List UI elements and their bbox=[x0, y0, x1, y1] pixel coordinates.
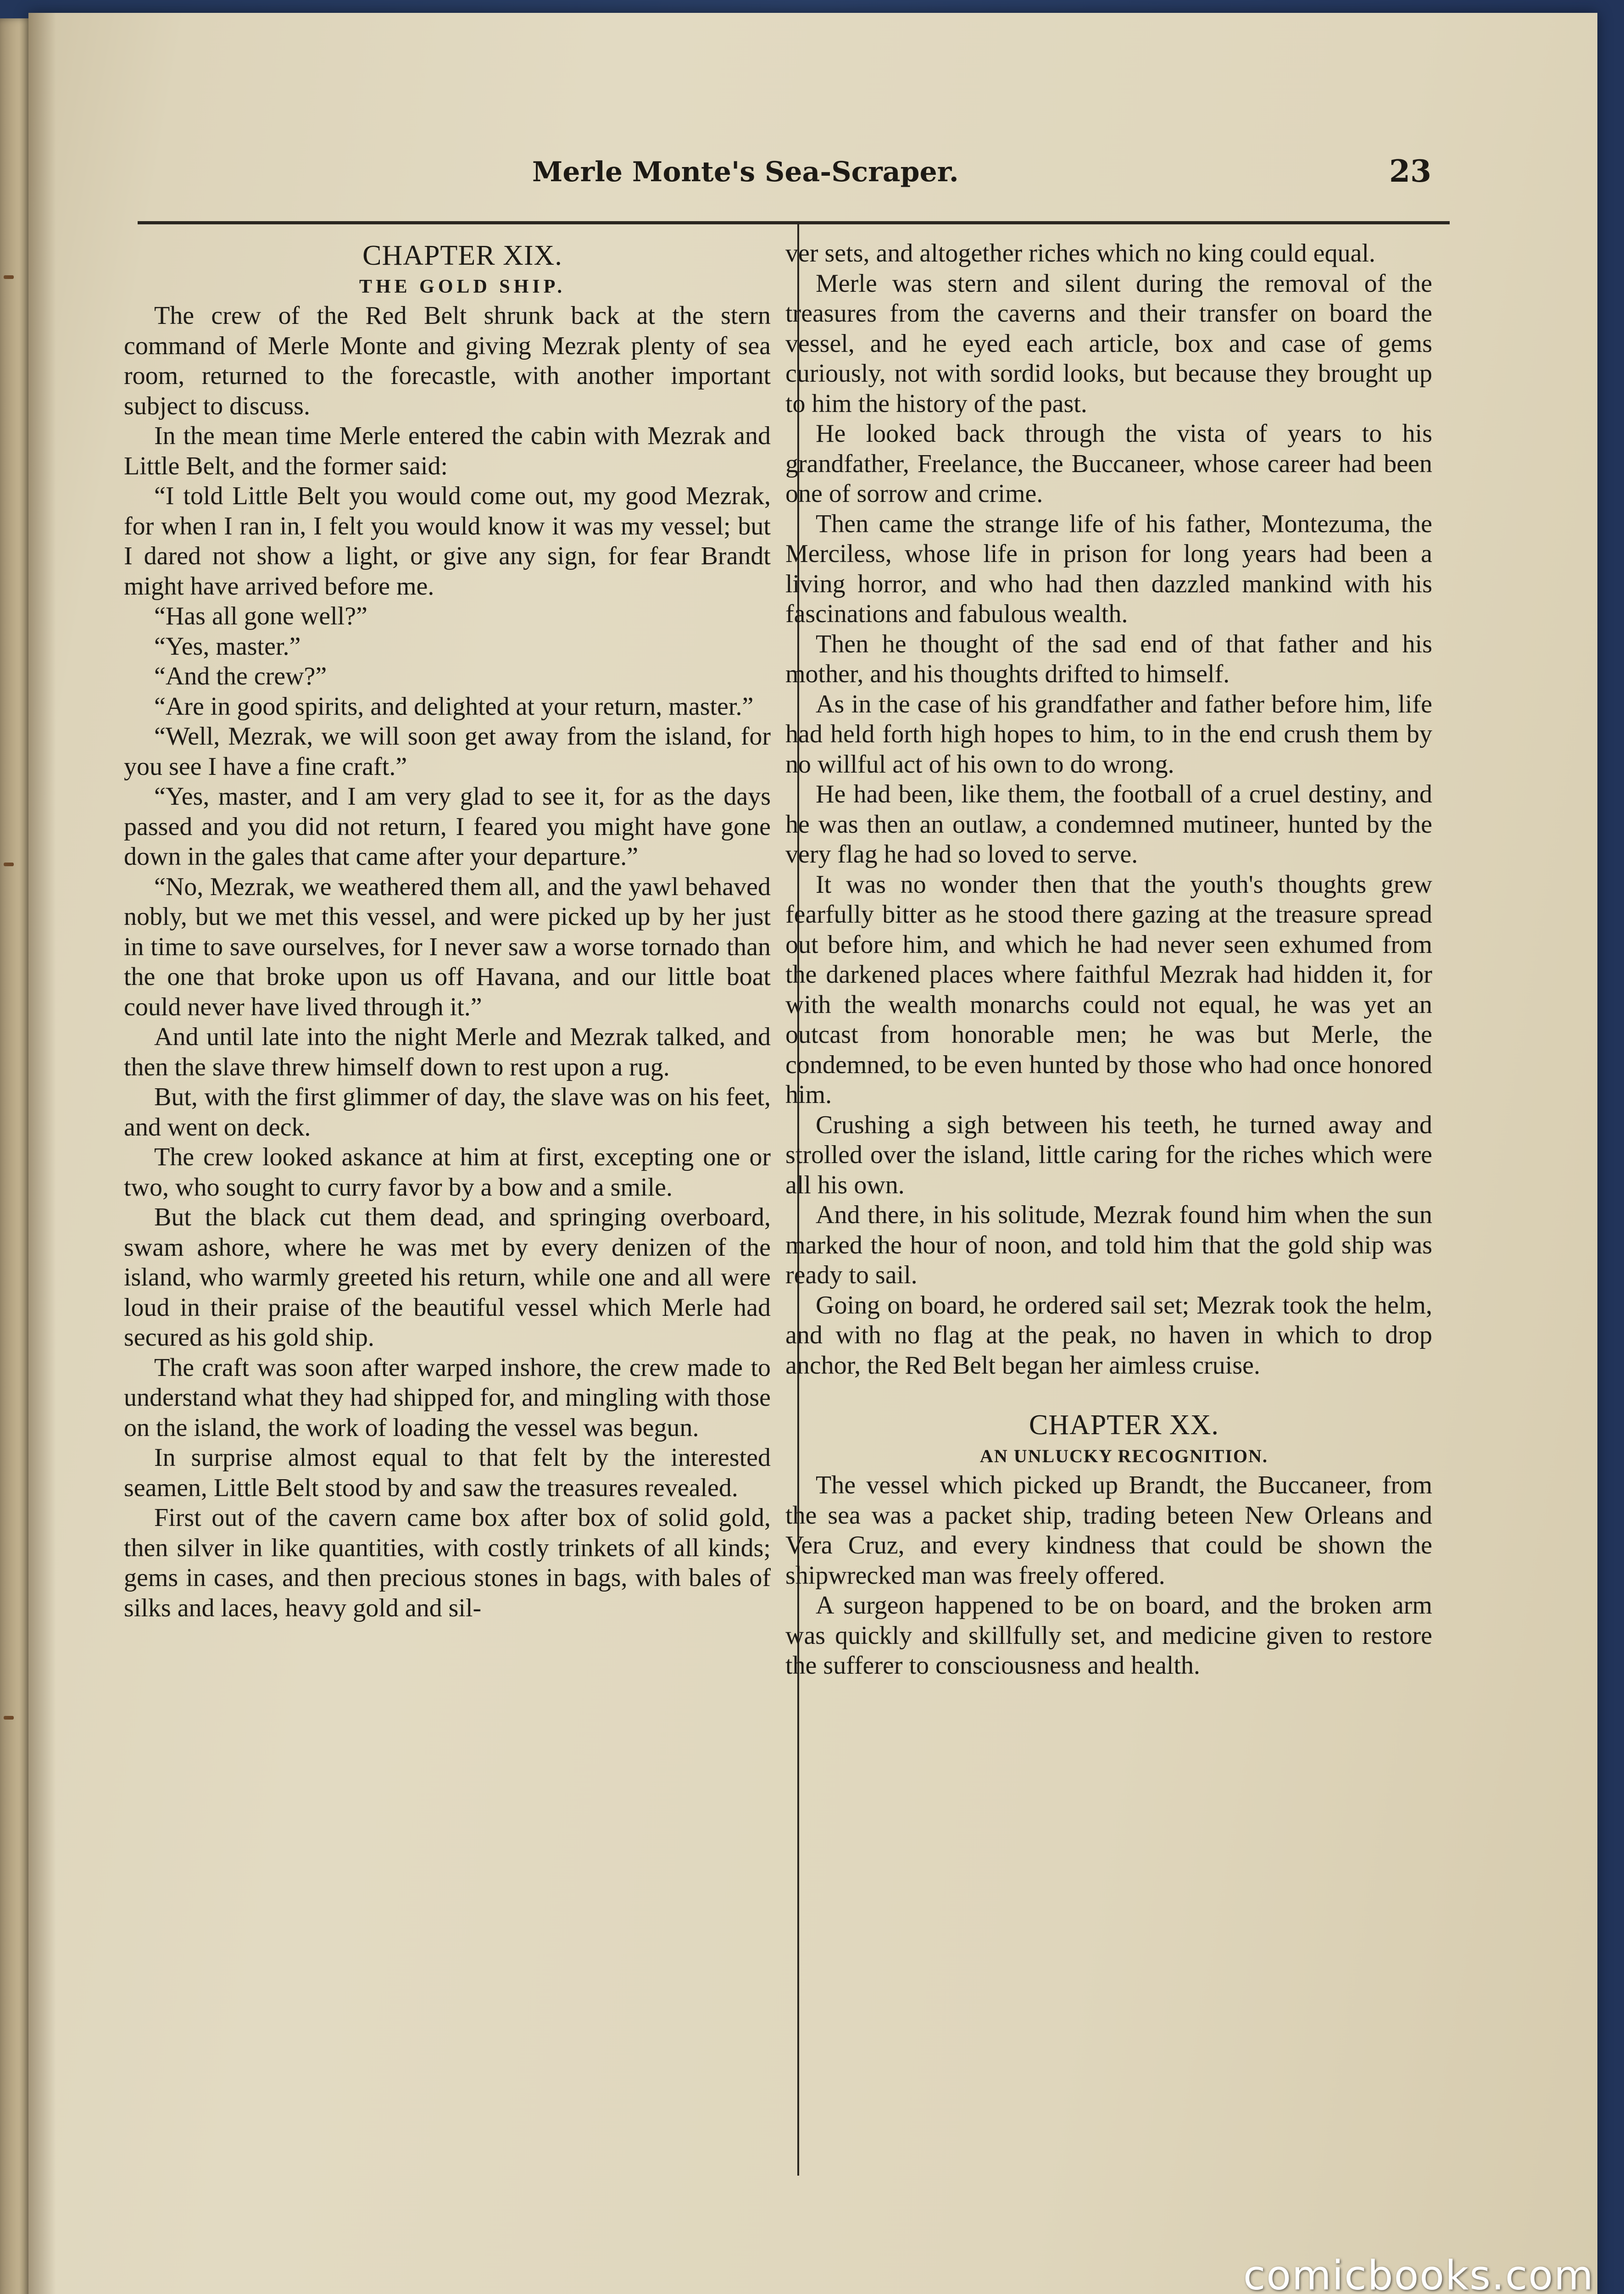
binding-spine bbox=[0, 18, 32, 2294]
staple bbox=[4, 863, 14, 866]
page-number: 23 bbox=[1389, 153, 1431, 189]
paragraph: The crew of the Red Belt shrunk back at the stern command of Merle Monte and giving Mezrak plenty of sea room, returned to the forecastle, with another important subject to discuss. bbox=[124, 301, 771, 420]
chapter-subtitle: AN UNLUCKY RECOGNITION. bbox=[980, 1446, 1268, 1466]
paragraph: “Are in good spirits, and delighted at your return, master.” bbox=[154, 692, 754, 721]
section-spacer bbox=[785, 1381, 1432, 1408]
paragraph: The crew looked askance at him at first, excepting one or two, who sought to curry favor by a bow and a smile. bbox=[124, 1143, 771, 1202]
watermark: comicbooks.com bbox=[1243, 2252, 1594, 2294]
paragraph: First out of the cavern came box after box of solid gold, then silver in like quantities, with costly trinkets of all kinds; gems in cases, and then precious stones in bags, with bales of silks and laces, heavy gold and sil- bbox=[124, 1503, 771, 1622]
paragraph: “I told Little Belt you would come out, my good Mezrak, for when I ran in, I felt you would know it was my vessel; but I dared not show a light, or give any sign, for fear Brandt might have arrived before me. bbox=[124, 482, 771, 601]
running-header-title: Merle Monte's Sea-Scraper. bbox=[532, 156, 959, 188]
paragraph: “Well, Mezrak, we will soon get away from the island, for you see I have a fine craft.” bbox=[124, 722, 771, 781]
paragraph: Then came the strange life of his father, Montezuma, the Merciless, whose life in prison for long years had been a living horror, and who had then dazzled mankind with his fascinations and fabulous wealth. bbox=[785, 509, 1432, 628]
paragraph: “And the crew?” bbox=[154, 662, 327, 690]
paragraph: In surprise almost equal to that felt by the interested seamen, Little Belt stood by and saw the treasures revealed. bbox=[124, 1443, 771, 1502]
paragraph: “Yes, master, and I am very glad to see it, for as the days passed and you did not return, I feared you might have gone down in the gales that came after your departure.” bbox=[124, 782, 771, 871]
paragraph: It was no wonder then that the youth's thoughts grew fearfully bitter as he stood there gazing at the treasure spread out before him, and which he had never seen exhumed from the darkened places where faithful Mezrak had hidden it, for with the wealth monarchs could not equal, he was yet an outcast from honorable men; he was but Merle, the condemned, to be even hunted by those who had once honored him. bbox=[785, 870, 1432, 1109]
paragraph: The vessel which picked up Brandt, the Buccaneer, from the sea was a packet ship, trading beteen New Orleans and Vera Cruz, and every kindness that could be shown the shipwrecked man was freely offered. bbox=[785, 1471, 1432, 1590]
left-column bbox=[124, 239, 771, 1623]
header-rule bbox=[138, 221, 1450, 224]
gutter-shadow bbox=[28, 13, 56, 2294]
paragraph: “Yes, master.” bbox=[154, 632, 301, 661]
paragraph: Crushing a sigh between his teeth, he turned away and strolled over the island, little caring for the riches which were all his own. bbox=[785, 1110, 1432, 1199]
paragraph: But, with the first glimmer of day, the slave was on his feet, and went on deck. bbox=[124, 1083, 771, 1141]
paragraph: He had been, like them, the football of a cruel destiny, and he was then an outlaw, a condemned mutineer, hunted by the very flag he had so loved to serve. bbox=[785, 780, 1432, 869]
paragraph: “No, Mezrak, we weathered them all, and the yawl behaved nobly, but we met this vessel, and were picked up by her just in time to save ourselves, for I never saw a worse tornado than the one that broke upon us off Havana, and our little boat could never have lived through it.” bbox=[124, 872, 771, 1021]
paragraph: The craft was soon after warped inshore, the crew made to understand what they had shipped for, and mingling with those on the island, the work of loading the vessel was begun. bbox=[124, 1353, 771, 1442]
paragraph: He looked back through the vista of years to his grandfather, Freelance, the Buccaneer, whose career had been one of sorrow and crime. bbox=[785, 419, 1432, 508]
paragraph: Going on board, he ordered sail set; Mezrak took the helm, and with no flag at the peak, no haven in which to drop anchor, the Red Belt began her aimless cruise. bbox=[785, 1291, 1432, 1380]
chapter-heading: CHAPTER XIX. bbox=[362, 240, 562, 271]
paragraph: As in the case of his grandfather and father before him, life had held forth high hopes to him, to in the end crush them by no willful act of his own to do wrong. bbox=[785, 690, 1432, 779]
paragraph: In the mean time Merle entered the cabin with Mezrak and Little Belt, and the former said: bbox=[124, 422, 771, 480]
staple bbox=[4, 1716, 14, 1720]
paragraph: Merle was stern and silent during the removal of the treasures from the caverns and their transfer on board the vessel, and he eyed each article, box and case of gems curiously, not with sordid looks, but because they brought up to him the history of the past. bbox=[785, 269, 1432, 418]
right-column bbox=[785, 239, 1432, 1681]
staple bbox=[4, 275, 14, 279]
paragraph: Then he thought of the sad end of that father and his mother, and his thoughts drifted to himself. bbox=[785, 629, 1432, 688]
paragraph: ver sets, and altogether riches which no king could equal. bbox=[785, 239, 1376, 267]
paragraph: And there, in his solitude, Mezrak found him when the sun marked the hour of noon, and told him that the gold ship was ready to sail. bbox=[785, 1201, 1432, 1289]
paragraph: “Has all gone well?” bbox=[154, 602, 367, 630]
paragraph: But the black cut them dead, and springing overboard, swam ashore, where he was met by every denizen of the island, who warmly greeted his return, while one and all were loud in their praise of the beautiful vessel which Merle had secured as his gold ship. bbox=[124, 1203, 771, 1352]
chapter-subtitle: THE GOLD SHIP. bbox=[359, 276, 566, 297]
chapter-heading: CHAPTER XX. bbox=[1029, 1409, 1219, 1441]
paragraph: A surgeon happened to be on board, and the broken arm was quickly and skillfully set, and medicine given to restore the sufferer to consciousness and health. bbox=[785, 1591, 1432, 1680]
paragraph: And until late into the night Merle and Mezrak talked, and then the slave threw himself down to rest upon a rug. bbox=[124, 1023, 771, 1081]
